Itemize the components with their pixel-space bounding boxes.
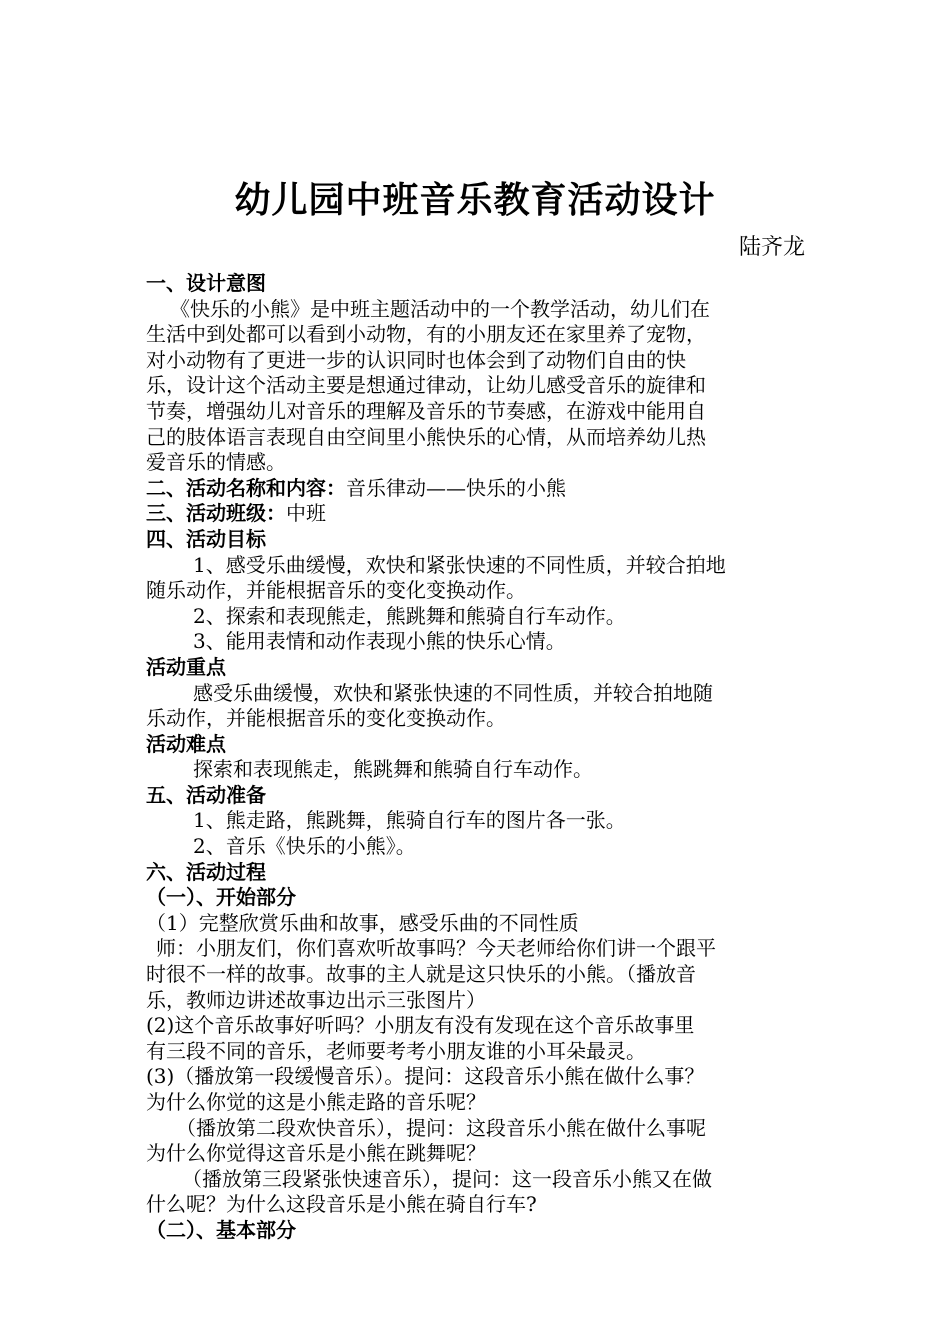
section-heading-activity-class: 三、活动班级：: [146, 501, 286, 526]
subsection-heading-basic: （二）、基本部分: [146, 1217, 296, 1242]
section-heading-difficulty: 活动难点: [146, 731, 226, 756]
paragraph-line: 感受乐曲缓慢，欢快和紧张快速的不同性质，并较合拍地随: [193, 680, 713, 705]
paragraph-line: 乐，教师边讲述故事边出示三张图片）: [146, 987, 486, 1012]
preparation-item: 1、熊走路，熊跳舞，熊骑自行车的图片各一张。: [193, 808, 626, 833]
paragraph-line: 乐，设计这个活动主要是想通过律动，让幼儿感受音乐的旋律和: [146, 373, 706, 398]
author-name: 陆齐龙: [738, 235, 805, 260]
goal-item: 2、探索和表现熊走，熊跳舞和熊骑自行车动作。: [193, 603, 626, 628]
subsection-heading-opening: （一）、开始部分: [146, 885, 296, 910]
section-heading-preparation: 五、活动准备: [146, 782, 266, 807]
section-heading-activity-name: 二、活动名称和内容：: [146, 475, 346, 500]
paragraph-line: （1）完整欣赏乐曲和故事，感受乐曲的不同性质: [146, 910, 579, 935]
section-activity-class: [146, 501, 810, 527]
activity-class-value: 中班: [286, 501, 326, 526]
section-heading-key-point: 活动重点: [146, 654, 226, 679]
paragraph-line: 为什么你觉的这是小熊走路的音乐呢？: [146, 1090, 486, 1114]
paragraph-line: 师：小朋友们，你们喜欢听故事吗？今天老师给你们讲一个跟平: [156, 936, 716, 961]
document-body: [146, 271, 810, 1244]
activity-name-value: 音乐律动——快乐的小熊: [346, 475, 566, 500]
paragraph-line: (2)这个音乐故事好听吗？小朋友有没有发现在这个音乐故事里: [146, 1013, 695, 1038]
paragraph-line: (3)（播放第一段缓慢音乐）。提问：这段音乐小熊在做什么事？: [146, 1064, 705, 1089]
section-activity-name: [146, 476, 810, 502]
document-title: 幼儿园中班音乐教育活动设计: [234, 180, 716, 221]
section-heading-design-intent: 一、设计意图: [146, 271, 266, 295]
paragraph-line: 为什么你觉得这音乐是小熊在跳舞呢？: [146, 1141, 486, 1166]
paragraph-line: 节奏，增强幼儿对音乐的理解及音乐的节奏感，在游戏中能用自: [146, 398, 706, 423]
paragraph-line: 乐动作，并能根据音乐的变化变换动作。: [146, 706, 506, 731]
paragraph-line: （播放第三段紧张快速音乐），提问：这一段音乐小熊又在做: [182, 1166, 712, 1191]
paragraph-line: 什么呢？为什么这段音乐是小熊在骑自行车?: [146, 1192, 537, 1217]
goal-item: 1、感受乐曲缓慢，欢快和紧张快速的不同性质，并较合拍地: [193, 552, 726, 577]
goal-item-continued: 随乐动作，并能根据音乐的变化变换动作。: [146, 578, 526, 603]
paragraph-line: 生活中到处都可以看到小动物，有的小朋友还在家里养了宠物，: [146, 322, 706, 347]
paragraph-line: 有三段不同的音乐，老师要考考小朋友谁的小耳朵最灵。: [146, 1038, 646, 1063]
preparation-item: 2、音乐《快乐的小熊》。: [193, 834, 416, 859]
section-heading-process: 六、活动过程: [146, 859, 266, 884]
section-heading-goals: 四、活动目标: [146, 526, 266, 551]
paragraph-line: 爱音乐的情感。: [146, 450, 286, 475]
goal-item: 3、能用表情和动作表现小熊的快乐心情。: [193, 629, 566, 654]
paragraph-line: 《快乐的小熊》是中班主题活动中的一个教学活动，幼儿们在: [170, 296, 710, 321]
paragraph-line: （播放第二段欢快音乐），提问：这段音乐小熊在做什么事呢: [176, 1115, 706, 1140]
paragraph-line: 对小动物有了更进一步的认识同时也体会到了动物们自由的快: [146, 347, 686, 372]
paragraph-line: 探索和表现熊走，熊跳舞和熊骑自行车动作。: [193, 757, 593, 782]
paragraph-line: 时很不一样的故事。故事的主人就是这只快乐的小熊。（播放音: [146, 962, 696, 987]
paragraph-line: 己的肢体语言表现自由空间里小熊快乐的心情，从而培养幼儿热: [146, 424, 706, 449]
